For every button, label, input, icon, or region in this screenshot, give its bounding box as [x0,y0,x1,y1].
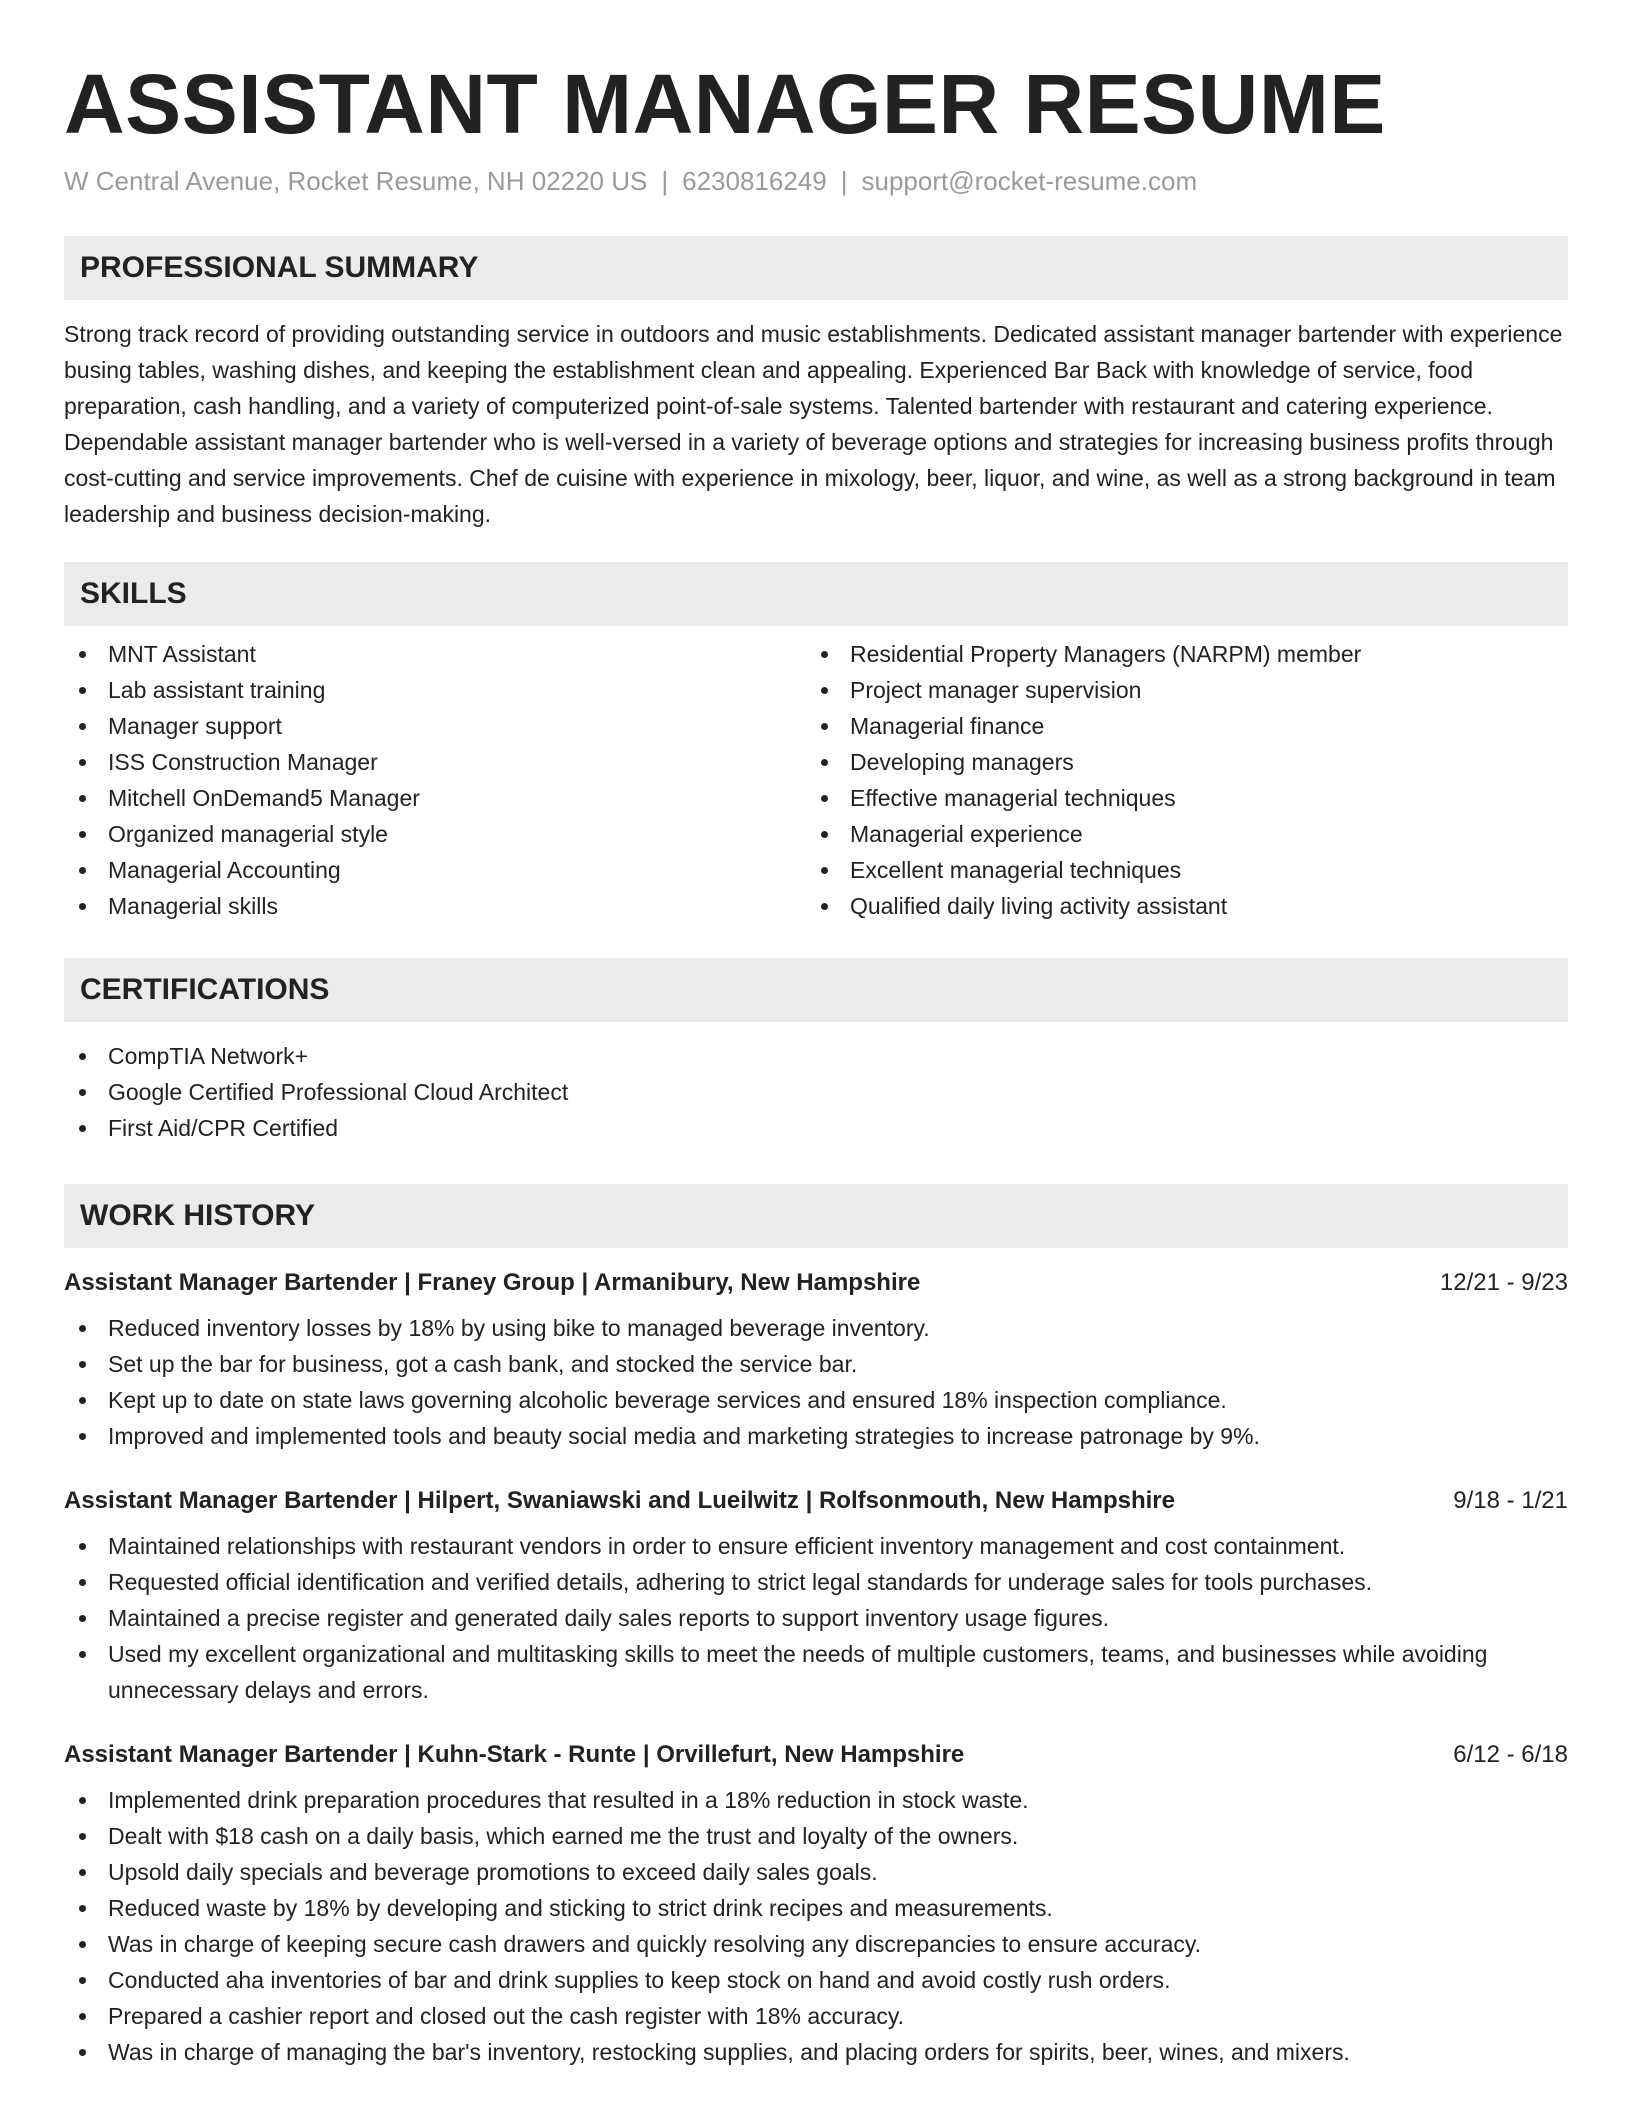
skill-item: Managerial finance [806,708,1548,744]
contact-separator: | [840,166,848,196]
certification-item: First Aid/CPR Certified [64,1110,1568,1146]
resume-title: ASSISTANT MANAGER RESUME [64,57,1386,151]
job-bullet: Set up the bar for business, got a cash bank, and stocked the service bar. [64,1346,1568,1382]
section-heading-certifications: CERTIFICATIONS [64,958,1568,1022]
job-bullet: Maintained relationships with restaurant vendors in order to ensure efficient inventory management and cost containment. [64,1528,1568,1564]
skill-item: Project manager supervision [806,672,1548,708]
job-entry [64,1484,1568,1708]
contact-address: W Central Avenue, Rocket Resume, NH 02220 US [64,166,648,196]
contact-phone: 6230816249 [682,166,827,196]
skill-item: Excellent managerial techniques [806,852,1548,888]
skill-item: Residential Property Managers (NARPM) member [806,636,1548,672]
skill-item: Organized managerial style [64,816,806,852]
job-bullet: Kept up to date on state laws governing alcoholic beverage services and ensured 18% inspection compliance. [64,1382,1568,1418]
job-bullet: Used my excellent organizational and multitasking skills to meet the needs of multiple customers, teams, and businesses while avoiding unnecessary delays and errors. [64,1636,1568,1708]
job-title: Assistant Manager Bartender | Franey Group | Armanibury, New Hampshire [64,1269,921,1296]
skill-item: Manager support [64,708,806,744]
skill-item: Lab assistant training [64,672,806,708]
job-title: Assistant Manager Bartender | Hilpert, Swaniawski and Lueilwitz | Rolfsonmouth, New Hampshire [64,1487,1175,1514]
job-bullet: Reduced waste by 18% by developing and sticking to strict drink recipes and measurements. [64,1890,1568,1926]
job-header [64,1484,1568,1518]
job-title: Assistant Manager Bartender | Kuhn-Stark - Runte | Orvillefurt, New Hampshire [64,1741,965,1768]
summary-text: Strong track record of providing outstanding service in outdoors and music establishments. Dedicated assistant manager bartender with experience busing tables, washing dishes, and keeping the establishment clean and appealing. Experienced Bar Back with knowledge of service, food preparation, cash handling, and a variety of computerized point-of-sale systems. Talented bartender with restaurant and catering experience. Dependable assistant manager bartender who is well-versed in a variety of beverage options and strategies for increasing business profits through cost-cutting and service improvements. Chef de cuisine with experience in mixology, beer, liquor, and wine, as well as a strong background in team leadership and business decision-making. [64,321,1563,527]
job-dates: 6/12 - 6/18 [1453,1741,1568,1768]
skill-item: Managerial experience [806,816,1548,852]
job-bullet: Prepared a cashier report and closed out the cash register with 18% accuracy. [64,1998,1568,2034]
job-bullet: Implemented drink preparation procedures that resulted in a 18% reduction in stock waste. [64,1782,1568,1818]
job-bullet: Maintained a precise register and generated daily sales reports to support inventory usage figures. [64,1600,1568,1636]
skill-item: Qualified daily living activity assistant [806,888,1548,924]
job-header [64,1738,1568,1772]
contact-email[interactable]: support@rocket-resume.com [861,166,1198,196]
section-heading-skills: SKILLS [64,562,1568,626]
skill-item: Developing managers [806,744,1548,780]
job-bullet: Improved and implemented tools and beauty social media and marketing strategies to increase patronage by 9%. [64,1418,1568,1454]
resume-page [64,0,1568,2070]
job-bullet: Requested official identification and verified details, adhering to strict legal standards for underage sales for tools purchases. [64,1564,1568,1600]
job-dates: 9/18 - 1/21 [1453,1487,1568,1514]
job-bullets [64,1310,1568,1454]
job-bullet: Upsold daily specials and beverage promotions to exceed daily sales goals. [64,1854,1568,1890]
job-entry [64,1266,1568,1454]
certifications-list [64,1038,1568,1146]
job-bullet: Dealt with $18 cash on a daily basis, which earned me the trust and loyalty of the owners. [64,1818,1568,1854]
section-heading-summary: PROFESSIONAL SUMMARY [64,236,1568,300]
job-bullet: Was in charge of managing the bar's inventory, restocking supplies, and placing orders for spirits, beer, wines, and mixers. [64,2034,1568,2070]
job-bullets [64,1782,1568,2070]
section-heading-work-history: WORK HISTORY [64,1184,1568,1248]
job-bullet: Was in charge of keeping secure cash drawers and quickly resolving any discrepancies to ensure accuracy. [64,1926,1568,1962]
certification-item: Google Certified Professional Cloud Architect [64,1074,1568,1110]
skills-list-left [64,636,806,924]
skill-item: Effective managerial techniques [806,780,1548,816]
job-bullet: Conducted aha inventories of bar and drink supplies to keep stock on hand and avoid costly rush orders. [64,1962,1568,1998]
job-bullets [64,1528,1568,1708]
contact-separator: | [661,166,669,196]
skill-item: ISS Construction Manager [64,744,806,780]
certification-item: CompTIA Network+ [64,1038,1568,1074]
job-bullet: Reduced inventory losses by 18% by using bike to managed beverage inventory. [64,1310,1568,1346]
skill-item: Managerial skills [64,888,806,924]
contact-line [64,164,1568,198]
skill-item: Mitchell OnDemand5 Manager [64,780,806,816]
job-entry [64,1738,1568,2070]
skill-item: Managerial Accounting [64,852,806,888]
skills-grid [64,636,1568,924]
skill-item: MNT Assistant [64,636,806,672]
job-header [64,1266,1568,1300]
job-dates: 12/21 - 9/23 [1439,1269,1568,1296]
skills-list-right [806,636,1548,924]
